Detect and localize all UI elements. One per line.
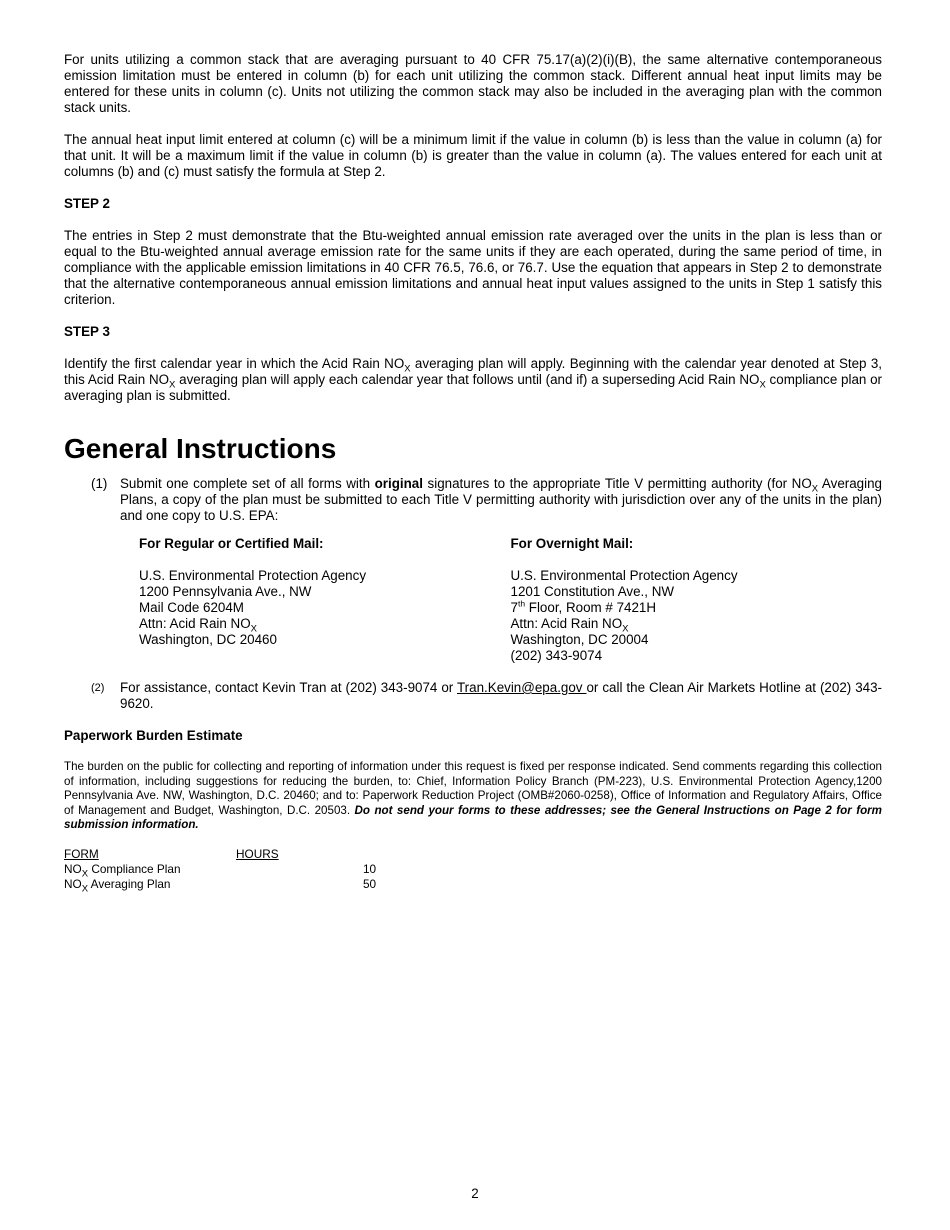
overnight-mail-attn: Attn: Acid Rain NO — [510, 616, 623, 631]
step-3-text-c: averaging plan will apply each calendar year that follows until (and if) a superseding Acid Rain NO — [175, 372, 760, 387]
form-name-prefix: NO — [64, 861, 82, 876]
item-1-number: (1) — [91, 476, 108, 491]
overnight-mail-address — [511, 536, 883, 664]
regular-mail-attn: Attn: Acid Rain NO — [139, 616, 251, 631]
overnight-mail-line-2: 1201 Constitution Ave., NW — [510, 584, 675, 599]
form-name — [64, 877, 236, 892]
regular-mail-line-2: 1200 Pennsylvania Ave., NW — [139, 584, 312, 599]
intro-paragraph-1: For units utilizing a common stack that are averaging pursuant to 40 CFR 75.17(a)(2)(i)(B), the same alternative contemporaneous emission limitation must be entered in column (b) for each unit utilizing the common stack. Different annual heat input limits may be entered for these units in column (c). Units not utilizing the common stack may also be included in the averaging plan with the common stack units. — [64, 52, 882, 115]
page-number: 2 — [471, 1186, 479, 1201]
nox-subscript: X — [250, 623, 257, 635]
form-name-suffix: Averaging Plan — [88, 876, 171, 891]
step-3-text-d: compliance plan or averaging plan is submitted. — [64, 372, 883, 403]
form-column-header: FORM — [64, 846, 99, 861]
regular-mail-line-5: Washington, DC 20460 — [139, 632, 277, 647]
instruction-item-2 — [64, 680, 882, 712]
mailing-addresses — [139, 536, 882, 664]
step-3-heading: STEP 3 — [64, 324, 110, 339]
table-row — [64, 877, 882, 892]
overnight-mail-line-3 — [511, 600, 883, 616]
hours-column-header: HOURS — [236, 846, 279, 861]
step-2-text: The entries in Step 2 must demonstrate that the Btu-weighted annual emission rate averaged over the units in the plan is less than or equal to the Btu-weighted annual average emission rate for the same units if they are each operated, during the same period of time, in compliance with the applicable emission limitations in 40 CFR 76.5, 76.6, or 76.7. Use the equation that appears in Step 2 to demonstrate that the alternative contemporaneous annual emission limitations and annual heat input values assigned to the units in Step 1 satisfy this criterion. — [64, 228, 882, 307]
step-3-text-b: averaging plan will apply. Beginning with the calendar year denoted at Step 3, this Acid Rain NO — [64, 356, 882, 387]
nox-subscript: X — [169, 379, 176, 391]
regular-mail-line-3: Mail Code 6204M — [139, 600, 244, 615]
step-3-text — [64, 356, 882, 404]
burden-text — [64, 760, 882, 833]
document-page — [64, 52, 882, 892]
floor-room: Floor, Room # 7421H — [525, 600, 657, 615]
item-2-text-b: or call the Clean Air Markets Hotline at (202) 343-9620. — [120, 680, 883, 711]
floor-ordinal: th — [517, 598, 526, 609]
nox-subscript: X — [404, 363, 411, 375]
form-hours: 50 — [363, 876, 377, 891]
general-instructions-heading: General Instructions — [64, 433, 337, 464]
item-1-bold: original — [374, 476, 423, 491]
burden-table-header — [64, 847, 882, 862]
item-1-text-a: Submit one complete set of all forms with — [120, 476, 375, 491]
overnight-mail-line-5: Washington, DC 20004 — [510, 632, 649, 647]
form-name — [64, 862, 236, 877]
step-2-heading: STEP 2 — [64, 196, 110, 211]
burden-text-body: The burden on the public for collecting and reporting of information under this request is fixed per response indicated. Send comments regarding this collection of information, including suggestions for reducing the burden, to: Chief, Information Policy Branch (PM-223), U.S. Environmental Protection Agency,1200 Pennsylvania Ave. NW, Washington, D.C. 20460; and to: Paperwork Reduction Project (OMB#2060-0258), Office of Information and Regulatory Affairs, Office of Management and Budget, Washington, D.C. 20503. — [64, 760, 882, 817]
step-3-text-a: Identify the first calendar year in which the Acid Rain NO — [64, 356, 405, 371]
regular-mail-line-1: U.S. Environmental Protection Agency — [139, 568, 367, 583]
nox-subscript: X — [81, 867, 89, 879]
overnight-mail-line-4 — [510, 616, 883, 635]
nox-subscript: X — [81, 882, 89, 894]
table-row — [64, 862, 882, 877]
burden-heading: Paperwork Burden Estimate — [64, 728, 243, 743]
regular-mail-address — [139, 536, 511, 664]
nox-subscript: X — [759, 379, 766, 391]
form-hours: 10 — [363, 861, 377, 876]
floor-number: 7 — [510, 600, 518, 615]
item-1-text-b: signatures to the appropriate Title V permitting authority (for NO — [422, 476, 812, 491]
instruction-item-1 — [64, 476, 882, 524]
overnight-mail-heading: For Overnight Mail: — [510, 536, 634, 551]
form-name-prefix: NO — [64, 876, 82, 891]
overnight-mail-line-1: U.S. Environmental Protection Agency — [510, 568, 738, 583]
nox-subscript: X — [811, 483, 819, 495]
regular-mail-line-4 — [139, 616, 511, 635]
intro-paragraph-2: The annual heat input limit entered at column (c) will be a minimum limit if the value in column (b) is less than the value in column (a) for that unit. It will be a maximum limit if the value in column (b) is greater than the value in column (a). The values entered for each unit at columns (b) and (c) must satisfy the formula at Step 2. — [64, 132, 882, 179]
item-2-text-a: For assistance, contact Kevin Tran at (202) 343-9074 or — [120, 680, 457, 695]
overnight-mail-line-6: (202) 343-9074 — [510, 648, 603, 663]
form-name-suffix: Compliance Plan — [88, 861, 181, 876]
item-2-number: (2) — [91, 682, 105, 694]
regular-mail-heading: For Regular or Certified Mail: — [139, 536, 324, 551]
burden-text-bold: Do not send your forms to these addresses; see the General Instructions on Page 2 for form submission information. — [64, 803, 882, 831]
item-1-text-c: Averaging Plans, a copy of the plan must be submitted to each Title V permitting authority with jurisdiction over any of the units in the plan) and one copy to U.S. EPA: — [120, 476, 882, 523]
email-link[interactable]: Tran.Kevin@epa.gov — [457, 680, 587, 695]
nox-subscript: X — [622, 623, 629, 635]
burden-table — [64, 847, 882, 892]
